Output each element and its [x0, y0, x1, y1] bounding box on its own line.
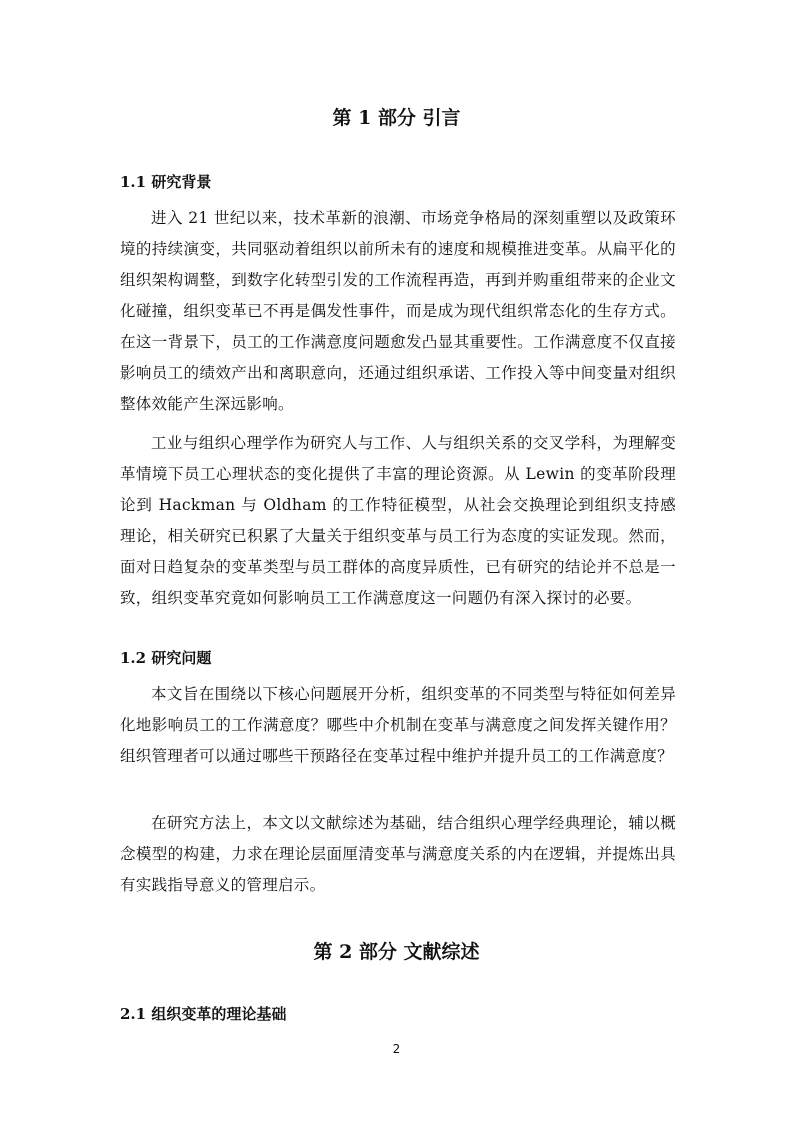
section-1-1-paragraph-2: 工业与组织心理学作为研究人与工作、人与组织关系的交叉学科，为理解变革情境下员工心理状态的变化提供了丰富的理论资源。从 Lewin 的变革阶段理论到 Hackman 与 Oldham 的工作特征模型，从社会交换理论到组织支持感理论，相关研究已积累了大量关于组织变革与员工行为态度的实证发现。然而，面对日趋复杂的变革类型与员工群体的高度异质性，已有研究的结论并不总是一致，组织变革究竟如何影响员工工作满意度这一问题仍有深入探讨的必要。: [120, 434, 676, 607]
part-1-title: 第 1 部分 引言: [332, 107, 461, 129]
page-number: 2: [392, 1042, 401, 1056]
section-1-2-heading: 1.2 研究问题: [120, 649, 212, 667]
part-2-title: 第 2 部分 文献综述: [313, 941, 480, 963]
section-1-1-heading: 1.1 研究背景: [120, 173, 212, 191]
section-1-1-paragraph-1: 进入 21 世纪以来，技术革新的浪潮、市场竞争格局的深刻重塑以及政策环境的持续演变，共同驱动着组织以前所未有的速度和规模推进变革。从扁平化的组织架构调整，到数字化转型引发的工作流程再造，再到并购重组带来的企业文化碰撞，组织变革已不再是偶发性事件，而是成为现代组织常态化的生存方式。在这一背景下，员工的工作满意度问题愈发凸显其重要性。工作满意度不仅直接影响员工的绩效产出和离职意向，还通过组织承诺、工作投入等中间变量对组织整体效能产生深远影响。: [120, 209, 676, 413]
section-1-2-paragraph-2: 在研究方法上，本文以文献综述为基础，结合组织心理学经典理论，辅以概念模型的构建，力求在理论层面厘清变革与满意度关系的内在逻辑，并提炼出具有实践指导意义的管理启示。: [120, 814, 676, 894]
section-1-2-paragraph-1: 本文旨在围绕以下核心问题展开分析，组织变革的不同类型与特征如何差异化地影响员工的工作满意度？哪些中介机制在变革与满意度之间发挥关键作用？组织管理者可以通过哪些干预路径在变革过程中维护并提升员工的工作满意度？: [120, 685, 676, 765]
section-2-1-heading: 2.1 组织变革的理论基础: [120, 1005, 287, 1023]
